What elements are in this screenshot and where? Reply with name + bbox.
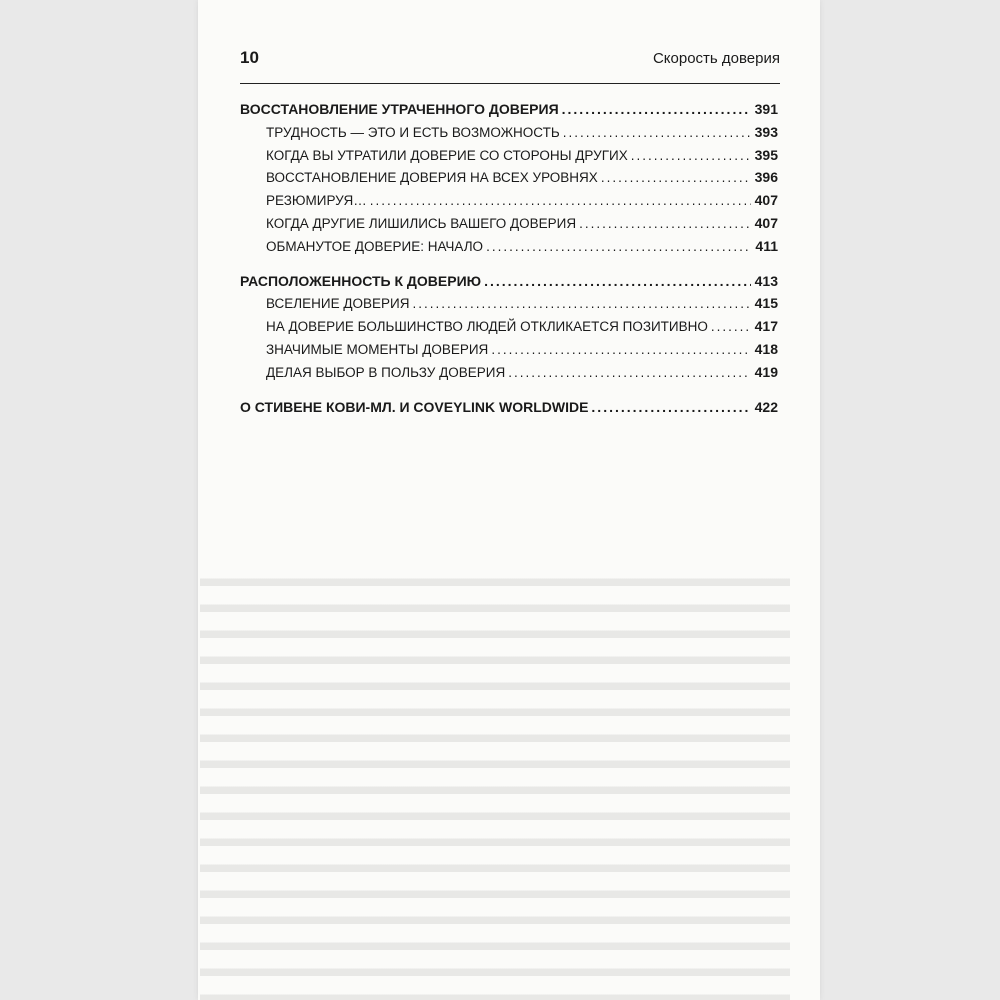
toc-item	[240, 315, 778, 338]
leader-dots	[563, 122, 751, 145]
toc-item	[240, 212, 778, 235]
leader-dots	[370, 190, 751, 213]
toc-section-title: О СТИВЕНЕ КОВИ-МЛ. И COVEYLINK WORLDWIDE	[240, 398, 589, 415]
page-header	[240, 48, 780, 72]
toc-item-title: ВСЕЛЕНИЕ ДОВЕРИЯ	[266, 296, 410, 312]
leader-dots	[484, 270, 751, 293]
leader-dots	[711, 316, 751, 339]
toc-item	[240, 361, 778, 384]
toc-page-number: 415	[754, 295, 778, 312]
toc-page-number: 395	[754, 146, 778, 163]
toc-item-title: РЕЗЮМИРУЯ…	[266, 193, 367, 209]
leader-dots	[486, 236, 751, 259]
toc-item-title: ВОССТАНОВЛЕНИЕ ДОВЕРИЯ НА ВСЕХ УРОВНЯХ	[266, 170, 598, 186]
toc-item	[240, 121, 778, 144]
toc-item	[240, 292, 778, 315]
toc-page-number: 413	[754, 272, 778, 289]
toc-item	[240, 166, 778, 189]
section-gap	[240, 384, 778, 396]
header-rule	[240, 83, 780, 84]
toc-item-title: ОБМАНУТОЕ ДОВЕРИЕ: НАЧАЛО	[266, 238, 484, 254]
toc-section	[240, 396, 778, 419]
toc-page-number: 418	[754, 340, 778, 357]
toc-page-number: 391	[754, 101, 778, 117]
leader-dots	[562, 98, 751, 121]
leader-dots	[591, 396, 750, 419]
toc-item	[240, 144, 778, 167]
toc-item-title: ЗНАЧИМЫЕ МОМЕНТЫ ДОВЕРИЯ	[266, 341, 489, 357]
toc-page-number: 419	[754, 363, 778, 380]
toc-section	[240, 98, 778, 121]
running-head: Скорость доверия	[652, 50, 780, 67]
leader-dots	[601, 167, 751, 190]
toc-item-title: НА ДОВЕРИЕ БОЛЬШИНСТВО ЛЮДЕЙ ОТКЛИКАЕТСЯ ПОЗИТИВНО	[266, 319, 708, 335]
leader-dots	[631, 145, 751, 168]
toc-section-title: РАСПОЛОЖЕННОСТЬ К ДОВЕРИЮ	[240, 272, 482, 289]
leader-dots	[413, 293, 751, 316]
leader-dots	[491, 339, 750, 362]
leader-dots	[579, 213, 751, 236]
page-number: 10	[240, 48, 259, 67]
toc-page-number: 417	[754, 318, 778, 335]
toc-section-title: ВОССТАНОВЛЕНИЕ УТРАЧЕННОГО ДОВЕРИЯ	[240, 101, 559, 117]
toc-page-number: 411	[755, 237, 778, 254]
toc-page-number: 407	[754, 214, 778, 231]
section-gap	[240, 258, 778, 270]
toc-item-title: КОГДА ДРУГИЕ ЛИШИЛИСЬ ВАШЕГО ДОВЕРИЯ	[266, 215, 577, 231]
table-of-contents	[240, 98, 778, 418]
toc-item-title: ДЕЛАЯ ВЫБОР В ПОЛЬЗУ ДОВЕРИЯ	[266, 364, 506, 380]
toc-page-number: 407	[754, 192, 778, 209]
toc-page-number: 422	[754, 398, 778, 415]
toc-page-number: 393	[754, 123, 778, 140]
toc-item-title: ТРУДНОСТЬ — ЭТО И ЕСТЬ ВОЗМОЖНОСТЬ	[266, 124, 560, 140]
toc-page-number: 396	[754, 169, 778, 186]
toc-item	[240, 338, 778, 361]
toc-item	[240, 235, 778, 258]
toc-item	[240, 189, 778, 212]
toc-section	[240, 270, 778, 293]
leader-dots	[508, 362, 750, 385]
toc-item-title: КОГДА ВЫ УТРАТИЛИ ДОВЕРИЕ СО СТОРОНЫ ДРУГИХ	[266, 147, 628, 163]
